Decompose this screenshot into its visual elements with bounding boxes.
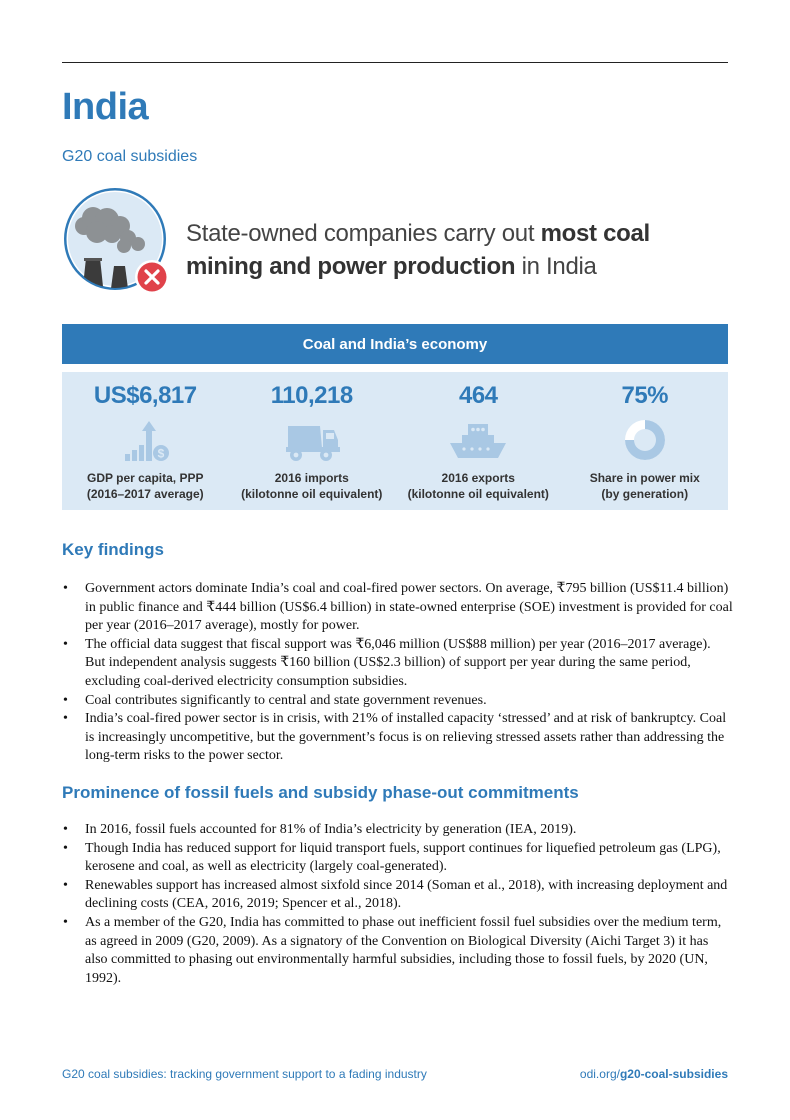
list-item: • As a member of the G20, India has committed to phase out inefficient fossil fuel subsidies over the medium term, as agreed in 2009 (G20, 2009). As a signatory of the Convention on Biological Diversity (Aichi Target 3) it has also committed to phasing out environmentally harmful subsidies, including those to fossil fuels, by 2020 (UN, 1992). xyxy=(62,914,734,988)
prominence-heading: Prominence of fossil fuels and subsidy phase-out commitments xyxy=(62,783,579,802)
truck-icon xyxy=(282,418,342,462)
stat-value: 75% xyxy=(621,382,669,409)
stat-value: 464 xyxy=(458,382,498,409)
key-findings-list xyxy=(62,580,734,766)
list-item: • Government actors dominate India’s coal and coal-fired power sectors. On average, ₹795 billion (US$11.4 billion) in public finance and ₹444 billion (US$6.4 billion) in state-owned enterprise (SOE) investment is provided for coal per year (2016–2017 average), mostly for power. xyxy=(62,580,734,636)
footer-series-title: G20 coal subsidies: tracking government support to a fading industry xyxy=(62,1067,427,1081)
stat-label: Share in power mix (by generation) xyxy=(589,471,700,501)
stat-label: GDP per capita, PPP (2016–2017 average) xyxy=(86,471,204,501)
ship-icon xyxy=(448,418,508,462)
list-item: • India’s coal-fired power sector is in crisis, with 21% of installed capacity ‘stressed’ and at risk of bankruptcy. Coal is increasingly uncompetitive, but the government’s focus is on relieving stressed assets rather than addressing the long-term risks to the power sector. xyxy=(62,710,734,766)
economy-heading: Coal and India’s economy xyxy=(62,324,728,364)
hero-headline: State-owned companies carry out most coal mining and power production in India xyxy=(186,220,650,280)
prominence-list xyxy=(62,821,734,988)
list-item: • The official data suggest that fiscal support was ₹6,046 million (US$88 million) per year (2016–2017 average). But independent analysis suggests ₹160 billion (US$2.3 billion) of support per year during the same period, excluding coal-derived electricity consumption subsidies. xyxy=(62,636,734,692)
key-findings-heading: Key findings xyxy=(62,540,165,559)
page-subtitle: G20 coal subsidies xyxy=(62,148,198,165)
page-title: India xyxy=(62,86,149,128)
stat-gdp xyxy=(62,372,229,510)
top-rule xyxy=(62,62,728,63)
gdp-growth-icon xyxy=(115,418,175,462)
stat-value: US$6,817 xyxy=(93,382,197,409)
list-item: • Though India has reduced support for liquid transport fuels, support continues for liquefied petroleum gas (LPG), kerosene and coal, as well as electricity (largely coal-generated). xyxy=(62,840,734,877)
list-item: • Coal contributes significantly to central and state government revenues. xyxy=(62,692,734,711)
stat-label: 2016 exports (kilotonne oil equivalent) xyxy=(407,471,549,501)
stat-value: 110,218 xyxy=(270,382,353,409)
list-item: • Renewables support has increased almost sixfold since 2014 (Soman et al., 2018), with increasing deployment and declining costs (CEA, 2016, 2019; Spencer et al., 2018). xyxy=(62,877,734,914)
stat-label: 2016 imports (kilotonne oil equivalent) xyxy=(241,471,383,501)
stat-power-share xyxy=(562,372,729,510)
pie-share-icon xyxy=(615,418,675,462)
list-item: • In 2016, fossil fuels accounted for 81% of India’s electricity by generation (IEA, 2019). xyxy=(62,821,734,840)
economy-stats-panel xyxy=(62,372,728,510)
stat-exports xyxy=(395,372,562,510)
power-plant-no-icon xyxy=(62,186,170,298)
svg-text:$: $ xyxy=(157,446,165,461)
stat-imports xyxy=(229,372,396,510)
footer-url-link[interactable]: odi.org/g20-coal-subsidies xyxy=(579,1067,728,1081)
